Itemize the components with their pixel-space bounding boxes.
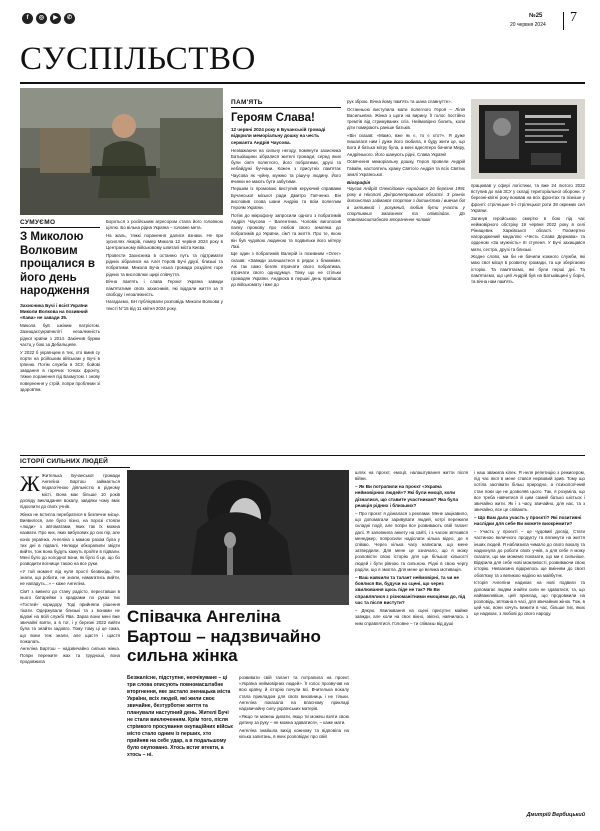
bartosh-lead: Безжалісне, підступне, неочікуване – ці три слова описують повномасштабне вторгнення, яке застало зненацька міста України, всіх людей, які жили своє звичайне, безтурботне життя та планували наступний день. Жителі Бучі не стали виключенням. Крім того, після стрімкого просування окупаційних військ місто стало одним із перших, хто прийняв на себе удар, а в подальшому було окуповано. Хтось встиг втекти, а хтось – ні. <box>127 675 233 758</box>
memorial-plaque-photo <box>471 99 585 179</box>
bartosh-c2-p2: «Якщо ти можеш дихати, якщо ти можеш взяти свою дитину за руку – не можна здаватися», – каже мати. <box>239 713 349 725</box>
chausov-p3: Потім до мікрофону запросили одного з побратимів Андрія Чаусова – Валентина. Чоловік виголосив палку промову про любов свого земляка до побратимів до України, сім'ї та життя. Про те, якою він був чудовою людиною та подвигьки його мітеру Лазі. <box>231 212 341 249</box>
col5 <box>471 183 585 287</box>
volkov-p5: Провести Захисника в останню путь та підтримати рідних зібралися на Алеї Героїв Бучі друзі, близькі та побратими. Микола Буча нська громада розділяє горе рідних та висловлює щирі співчуття. <box>106 253 223 277</box>
telegram-icon[interactable]: ✆ <box>64 13 75 24</box>
bartosh-col2 <box>239 675 349 742</box>
bartosh-c1-p3: «У той момент від нуля прості безвихідь. Не знали, що робити, не знали, намагатись вийти, не нападуть...» – каже Ангеліна. <box>20 569 120 587</box>
instagram-icon[interactable]: ◎ <box>36 13 47 24</box>
bartosh-c1-p5: Ангеліна Бартош – надзвичайно сильна жінка. Попри пережите жах та трудноші, вона продовжила <box>20 646 120 664</box>
volkov-p2: У 2022 б українцем в тих, хто вмив су порти на рсійським військам у Бучі в Ірпеню. Потім служба в ЗСУ, бойові завдання в гарячих точках фронту, тяжке поранення під Бахмутом. І знову повернення у стрій, попри проблеми зі здоров'ям. <box>20 349 100 392</box>
header-divider <box>563 12 564 30</box>
social-icons <box>22 13 75 24</box>
volkov-headline: З Миколою Волковим прощалися в його день народження <box>20 231 95 297</box>
volkov-p3: Бороться з російським агресором стала його головною ціллю. Бо вільна рідна Україна – головне мета. <box>106 219 223 231</box>
memorial-plaque-graphic <box>471 99 585 179</box>
bartosh-c3-q2: – Ваш навчили та талант неймовірні, та чи не боялися Ви, будучи на сцені, що через хвилювання щось піде не так? Як Ви справлялися з різноманітними емоціями до, під час та після вистути? <box>355 574 466 606</box>
bartosh-c3-a1: – Про проєкт я дізналася з реклами. Мене зацікавило, що допомагали заривувати людей, котрі пережили складні події, але попри все розвивають свій талант далі. Я заповнила анкету на сайті, і з часом зв'язався менеджер, попросили надіслати кілька відео, де я співаю. Через кілька часу написали, що мене затвердили. Для мене це означало, що я можу розповісти свою історію для ще більшої кількості людей і бути рівною та сильною. Рідні в свою чергу раділи, що я змогла. Для мене це велика мотивація. <box>355 511 468 572</box>
dropcap-zh: Ж <box>20 471 40 496</box>
section-title: СУСПІЛЬСТВО <box>20 41 256 77</box>
issue-date: 20 червня 2024 <box>510 22 546 28</box>
chausov-p10: Загинув геройською смертю в бою під час неймовірного обстріку 19 червня 2022 року в селі Рінищевик Харківської області. Посмертно нагороджений медаллю «Честь Слава Держава» та орденом «За мужність» III ступеня. У Бучі захищався мати, сестра, друзі та близькі. <box>471 215 585 252</box>
chausov-p9: працював у сфері логістики, та вже 24 лютого 2022 вступив до лав ЗСУ у складі територіальної оборони. У березні-квітні року воював на всіх фронтах та пізніше у фронті: стрілецьке 5-і стрілецької роти 38 окремих сил України. <box>471 183 585 213</box>
chausov-headline: Героям Слава! <box>231 112 315 124</box>
bartosh-col1 <box>20 473 120 667</box>
col4 <box>347 99 465 225</box>
soldier-photo <box>20 88 223 215</box>
bartosh-c1-p2: Жінка не встигла перебратися в безпечне місце. Виявилося, але було пізно, на порозі стояли «люди» з автоматами, яких так їх можна назвати. Про них, яких вибухових до сих пір, але коніх українка. Ангеліна з мамою разом була у тих дні в підвалі. Нелюди обкорапили звідти вийти, тож вона будуть кажуть пройти в підвали. Мені було до холодної вони, як було б це, що бо розводити вогнище такою на все руки. <box>20 511 120 567</box>
volkov-lead: Захисника Бучі і всієї України Миколи Волкова на позивний «Кава» не завади 35. <box>20 302 88 321</box>
chausov-p4: Ще один з побратимів Валерій із позивним «Олег» сказав: «Завжди залишаєтеся в рядах з ближніми. Аж так само безгяк втрачати свого побратима, втрачати свого однодумця. Тому що не стільки громадян України. Андрюха в першиі день прийшов до військомату і вже до <box>231 251 341 288</box>
chausov-p11: Жодне слово, ми би не бачили кожного служби, які маю свої місця в розвитку громади, та ще зберігаємо історію. Та пам'ятаємо, які були перші дні. Та пам'ятаємо, що цей Андрій був на Батьківщині у борні, та вічна нам пам'ять. <box>471 254 585 285</box>
chausov-p8: Освячення меморіальну дошку, Героя провели Андрій Гавайн, настоятель храму Святого Андрія та всіх Святих землі Української. <box>347 159 465 177</box>
rubric-mourn-rule <box>20 227 100 228</box>
col2 <box>106 219 223 313</box>
bottom-top-rule <box>20 455 585 456</box>
bartosh-c1-p4: Сім'ї з вивело до стану радісто, переставши в нього батарейки з крадками по руках тих «Гостей» коридору. Тоді прийняли рішення тікати. Одержували близькі та з вонами не відомі на всій службі Ява. Зараз вони мені вже звичайні взяти, а в тої, і у березні 2022 вийти була та знайти задовго. Тому тому ці це сама, що вони теж знали, але щастя і щастя пожалать. <box>20 589 120 644</box>
volkov-p1: Микола був шкіним патріотом. Захищаєсукраїнеліті незалежність рідної країни з 2014. Закінчив бурми частц у бою за Дебальцеве. <box>20 323 100 347</box>
section-rule <box>20 82 585 84</box>
volkov-p6: Вічна пам'ять і слава Герою! Україна завжди пам'ятатиме своїх захисників, які віддали життя за її свободу і незалежність. <box>106 279 223 297</box>
bartosh-c4-q1: – Що Вам дала участь у проєкті? Які позитивні наслідки для себе Ви можете виокремити? <box>474 514 582 527</box>
issue-number: №25 <box>529 13 543 19</box>
bartosh-col3 <box>355 470 468 628</box>
singer-photo <box>127 470 349 605</box>
rubric-memory-rule <box>231 107 341 108</box>
chausov-p5: рук зброю. Вічна йому пам'ять та шана славнутте». <box>347 99 452 104</box>
page-number: 7 <box>570 10 577 25</box>
author-signature: Дмитрій Вербицький <box>526 812 585 818</box>
facebook-icon[interactable]: f <box>22 13 33 24</box>
bartosh-c4-a1: – Участь у проєкті – це чудовий досвід. Стати частиною величного продукту та вплинути на життя інших людей. Я наблизила чимало до свого вокалу та надихнула до роботи своїх учнів, а для себе я можу сказати, що ми можемо показати, що ми є сильніше. Відкрила для себе нові можливості, розвиваючи свою історію. Невзаємно відкрилось ще вмінням до своєї обов'язку та з великою надією на майбутнє. <box>474 529 585 578</box>
chausov-bio: Чаусов Андрій Олексійович народився 26 березня 1991 року в Нікополі Дніпропетровської області. З ранніх дитинства займався спортом з дитинства і вивчав бої в активний і розумний, любив бути участь у спортивних змаганнях та олімпіадах. До повномасштабного вторгнення чоловік <box>347 185 465 222</box>
col3 <box>231 99 341 290</box>
rubric-memory: ПАМ'ЯТЬ <box>231 99 263 106</box>
bartosh-c1-p1: Жителька Бучанської громади Ангеліна Бартош займається педагогічною діяльністю в рідному місті. Вона має більше 10 років досвіду викладання вокалу, завдяки чому вміє підхопити до своїх учнів. <box>20 473 120 510</box>
chausov-p6: Останньою виступила мати полеглого Героя – Лілія Васильевна. Жінка з щоги на вирину. Її голос постійно тремтів від стримуваних сліз. Неймовірно болить, коли діти помирають раніше батьків. <box>347 106 465 131</box>
bartosh-c2-p1: розвивати свій талант та потрапила на проект «Україна неймовірних людей». Її голос прозвучав на всю країну, й історію почули всі. Вчителька вокалу стала прикладом для своїх виховниць і не тільки. Ангеліна показала на власному прикладі надзвичайну силу українських матерів. <box>239 675 349 712</box>
youtube-icon[interactable]: ▶ <box>50 13 61 24</box>
chausov-p1: Незважаючи на сильну негоду, помянути захисника Батьківщини зібралися жителі громади, серед яких були сім'я полеглого, його побратими, друзі та небайдужі буччани. Кожен з присутніх пам'ятає Чаусова як чуйну, мужню та рішучу людину. Його вчинки не мають бути забутими. <box>231 147 341 184</box>
bartosh-headline: Співачка Ангеліна Бартош – надзвичайно сильна жінка <box>127 607 321 665</box>
bartosh-c3-p1: шлях на проєкт, емоції, налаштування житти після війни. <box>355 470 468 482</box>
rubric-strong-rule <box>20 467 130 468</box>
bartosh-c4-p2: Історія Ангеліни надихає на нові подвиги та допомагає людям знайти сили не здаватися, та, що найважливіше, цей приклад, що продовжили на розповідь, зв'язана в часі, для звичайних жінок. Тож, в цей час, вони хочуть вижити в час, більше тих, яких це надихає, з любові до свого народу. <box>474 580 585 617</box>
rubric-mourn: СУМУЄМО <box>20 219 56 226</box>
bartosh-col4 <box>474 470 585 619</box>
volkov-p4: На жаль, тяжкі поранення далися взнаки. Не при зусиллях лікарів, помер Микола 12 червня 2024 року в Центральному військовому шпиталі міста Києва. <box>106 232 223 251</box>
bartosh-c4-p1: і наш зважила кілек. Я неля репетицію з режисером, під час якої в мене стався нервовий зрив. Тому що хотіла заспівати більш природно, а психологічний стан поки ще не дозволяв цього. Так, я розуміла, що все треба навчитися й цим самий батько шістьох і звичайно жити. Як і з часу, звичайно, для нас, та з звичайно, все це співають. <box>474 470 585 513</box>
soldier-photo-graphic <box>20 88 223 215</box>
bartosh-c3-q1: – Як Ви потрапили на проєкт «Україна неймовірних людей»? Які були емоції, коли дізналися, що ставите участникам? Яка була реакція рідних і близьких? <box>355 483 459 509</box>
chausov-p7: «Він сказав: «Мамо, вже як є, то є хто?». Я дуже пишалася ним і дуже його любила, я буду жити це, що Бога й батька мітру була, а мені вдесятеро бачили Миру, Андріїнького. Його шанують рідні, Слава Україні! <box>347 133 465 157</box>
chausov-lead: 12 червні 2024 року в Бучанській громаді відкрили меморіальну дошку на честь сержанта Андрія Чаусова. <box>231 127 326 145</box>
rubric-strong-people: ІСТОРІЇ СИЛЬНИХ ЛЮДЕЙ <box>20 458 108 465</box>
bartosh-c3-a2: – Дякую. Хвилювання на сцені присутнє майже завжди, але коли на своє вікно, звісно, навчилась з ним справлятися. Головне – ти співаєш від душі <box>355 608 468 626</box>
chausov-p2: Першим із промовою виступив керуючий справами Бучанської міської ради Дмитро Гапченко. Він висловив слова шани Андрію та всім полеглим Героям України. <box>231 186 341 211</box>
bio-label: Біографія <box>347 179 371 185</box>
bartosh-c2-p3: Ангеліна знайшла вихід кожному та відповіла на кілька запитань, в яких розповідає про свій <box>239 727 349 739</box>
singer-photo-graphic <box>127 470 349 605</box>
col1 <box>20 219 100 394</box>
volkov-p7: Нагадаємо, БН публікували розповідь Миколи Волкова у тексті N°15 від 11 квітня 2024 року. <box>106 299 223 311</box>
